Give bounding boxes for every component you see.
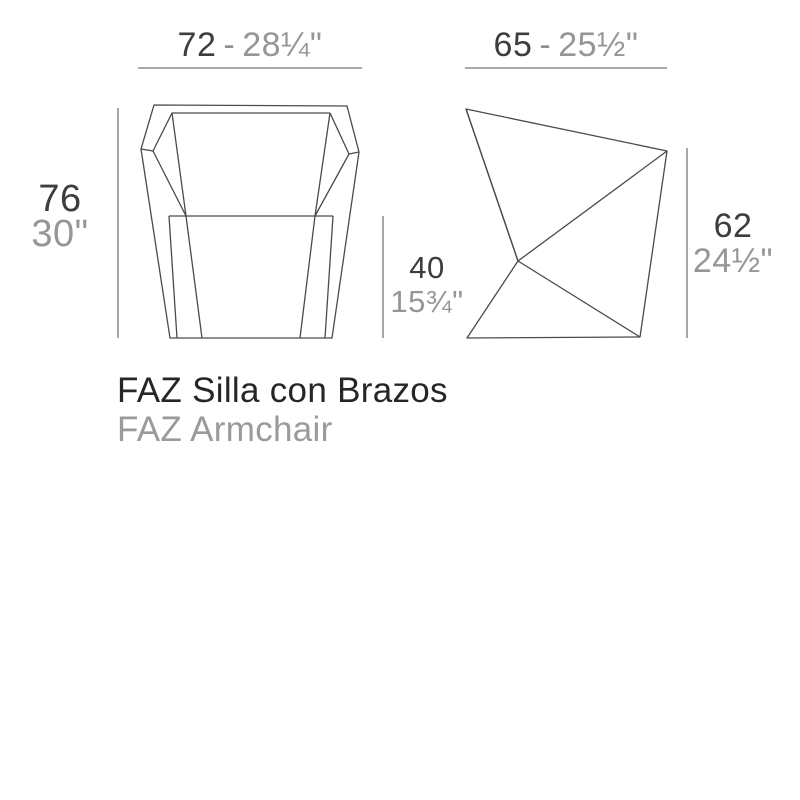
total-height-inch-value: 30"	[31, 213, 89, 255]
armchair-side-view-drawing	[466, 109, 667, 338]
side-width-cm-value: 65	[493, 26, 533, 64]
front-width-inch-value: 28¼"	[242, 26, 323, 64]
front-width-separator: -	[223, 26, 236, 64]
product-title-spanish: FAZ Silla con Brazos	[117, 371, 448, 410]
front-width-dimension-label	[130, 26, 370, 65]
front-right-arm-inner	[315, 113, 349, 216]
side-outline	[466, 109, 667, 338]
side-height-cm-value: 62	[713, 207, 753, 245]
front-base-facets	[169, 216, 333, 338]
front-inner-rim	[141, 113, 359, 154]
product-title-block	[117, 371, 448, 449]
side-facet-edges	[466, 109, 667, 337]
side-width-inch-value: 25½"	[558, 26, 639, 64]
seat-height-dimension-label	[383, 251, 471, 319]
seat-height-inch-value: 15¾"	[390, 284, 464, 319]
side-width-separator: -	[539, 26, 552, 64]
side-width-dimension-label	[446, 26, 686, 65]
front-left-arm-inner	[153, 113, 186, 216]
side-height-inch-value: 24½"	[692, 242, 774, 280]
side-height-dimension-label	[687, 209, 779, 279]
seat-height-cm-value: 40	[409, 250, 445, 285]
front-width-cm-value: 72	[177, 26, 217, 64]
armchair-front-view-drawing	[141, 105, 359, 338]
total-height-cm-value: 76	[38, 178, 82, 220]
product-title-english: FAZ Armchair	[117, 410, 333, 449]
total-height-dimension-label	[14, 178, 106, 255]
